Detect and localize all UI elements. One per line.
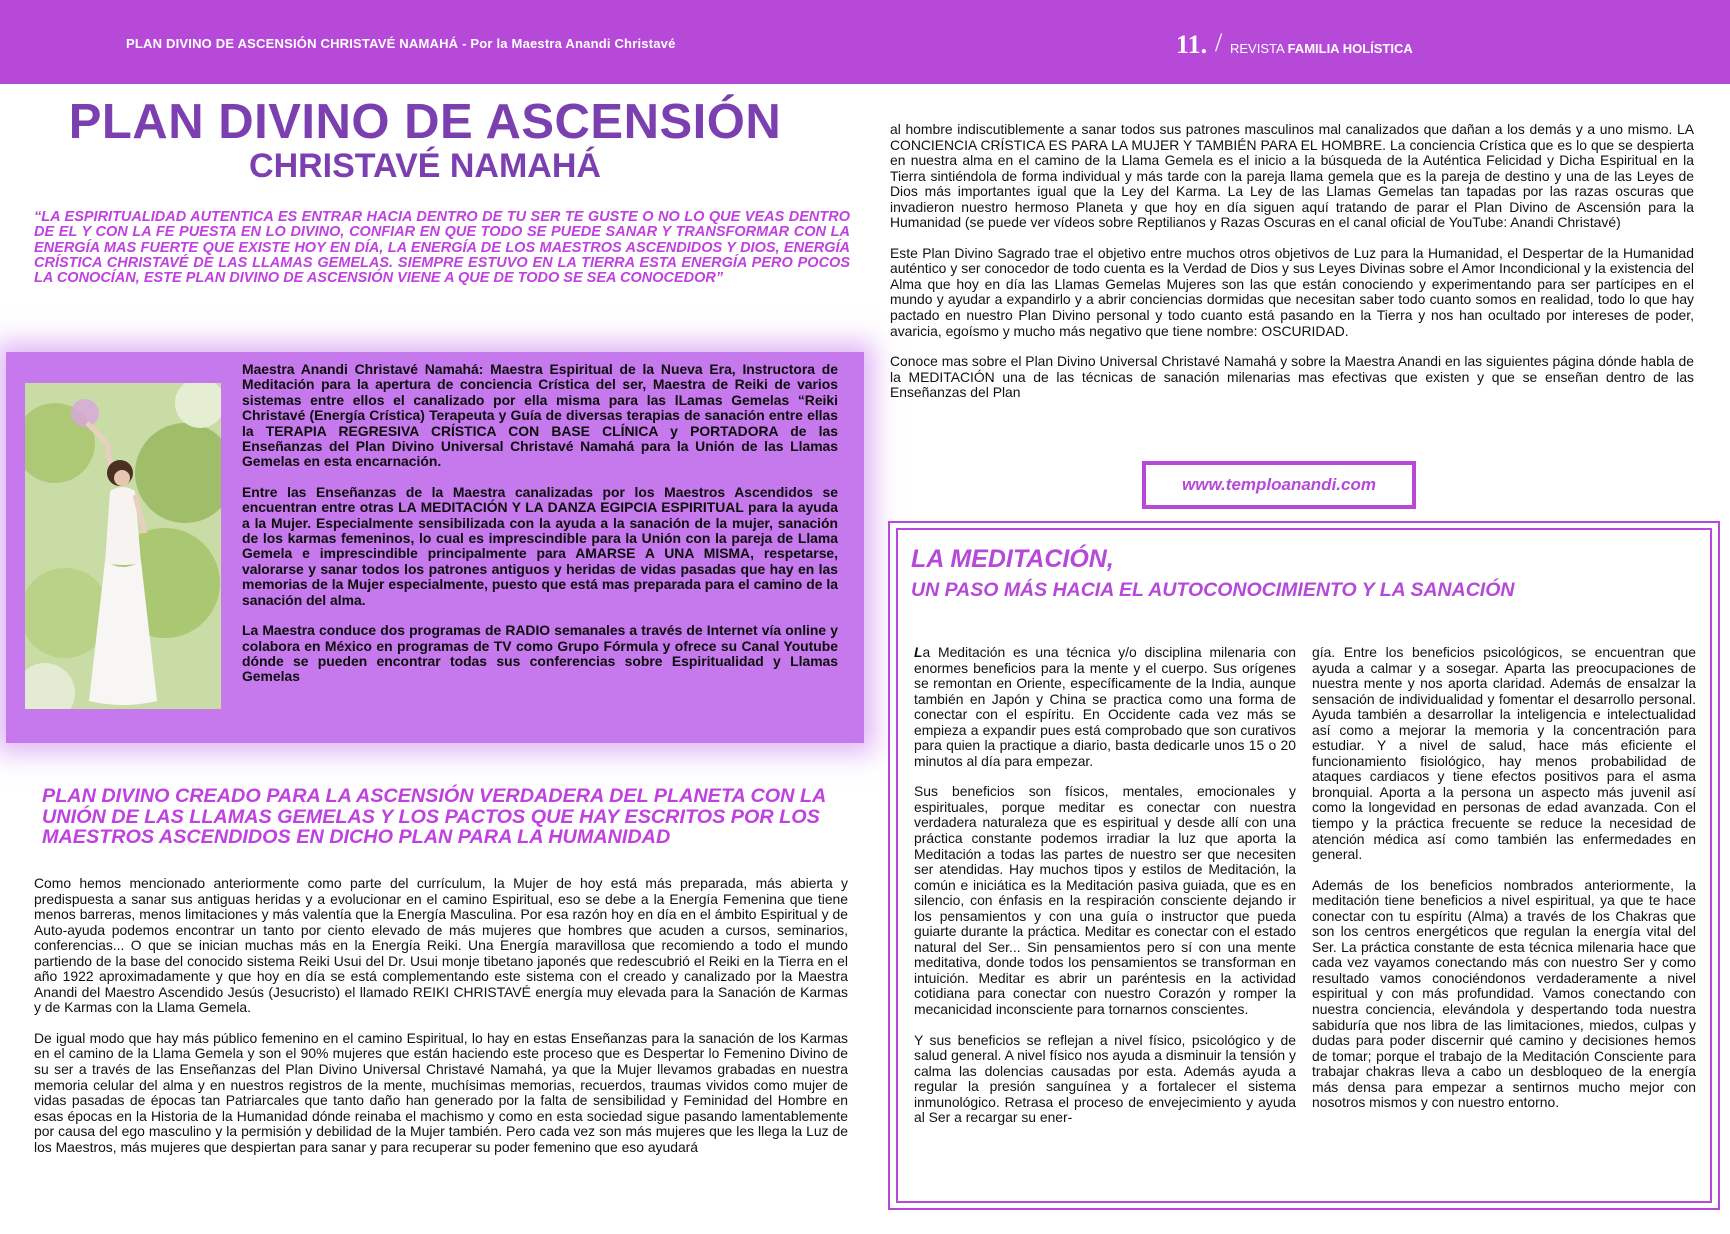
bio-paragraph: Maestra Anandi Christavé Namahá: Maestra Espiritual de la Nueva Era, Instructora de Meditación para la apertura de conciencia Crística del ser, Maestra de Reiki de varios sistemas entre ellos el canalizado por ella misma para las lLamas Gemelas “Reiki Christavé (Energía Crística) Terapeuta y Guía de diversas terapias de sanación entre ellas la TERAPIA REGRESIVA CRÍSTICA CON BASE CLÍNICA y PORTADORA de las Enseñanzas del Plan Divino Universal Christavé Namahá para la Unión de las Llamas Gemelas en esta encarnación. <box>242 361 838 470</box>
magazine-title: FAMILIA HOLÍSTICA <box>1287 41 1413 56</box>
author-photo <box>25 383 221 709</box>
running-header-title: PLAN DIVINO DE ASCENSIÓN CHRISTAVÉ NAMAHÁ - Por la Maestra Anandi Christavé <box>126 36 676 51</box>
meditation-subtitle <box>911 578 1514 602</box>
meditation-title-text: LA MEDITACIÓN, <box>911 545 1114 573</box>
meditation-subtitle-text: UN PASO MÁS HACIA EL AUTOCONOCIMIENTO Y LA SANACIÓN <box>911 579 1515 601</box>
drop-cap: L <box>914 644 923 660</box>
meditation-paragraph: Además de los beneficios nombrados anteriormente, la meditación tiene beneficios a nivel espiritual, ya que te hace conectar con tu espíritu (Alma) a través de los Chakras que son los centros energéticos que regulan la energía vital del Ser. La práctica constante de esta técnica milenaria hace que cada vez vayamos conectando más con nuestro Ser y como resultado vamos conociéndonos verdaderamente a nivel espiritual y con más profundidad. Vamos conectando con nuestra conciencia, elevándola y despertando toda nuestra sabiduría que nos libra de las limitaciones, miedos, culpas y dudas para poder discernir qué camino y decisiones hemos de tomar; porque el trabajo de la Meditación Consciente para trabajar chakras lleva a cabo un desbloqueo de la energía más densa para empezar a sentirnos mucho mejor con nosotros mismos y con nuestro entorno. <box>1312 876 1696 1111</box>
website-link[interactable]: www.temploanandi.com <box>1142 461 1416 509</box>
article-quote: “LA ESPIRITUALIDAD AUTENTICA ES ENTRAR HACIA DENTRO DE TU SER TE GUSTE O NO LO QUE VEAS DENTRO DE EL Y CON LA FE PUESTA EN LO DIVINO, CONFIAR EN QUE TODO SE PUEDE SANAR Y TRANSFORMAR CON LA ENERGÍA MAS FUERTE QUE EXISTE HOY EN DÍA, LA ENERGÍA DE LOS MAESTROS ASCENDIDOS Y DIOS, ENERGÍA CRÍSTICA CHRISTAVÉ DE LAS LLAMAS GEMELAS. SIEMPRE ESTUVO EN LA TIERRA ESTA ENERGÍA PERO POCOS LA CONOCÍAN, ESTE PLAN DIVINO DE ASCENSIÓN VIENE A QUE DE TODO SE SEA CONOCEDOR” <box>34 209 850 287</box>
header-bar <box>0 0 1730 84</box>
page-number: 11. <box>1176 30 1208 59</box>
left-body-text <box>34 876 848 1170</box>
body-paragraph: Conoce mas sobre el Plan Divino Universal Christavé Namahá y sobre la Maestra Anandi en las siguientes página dónde habla de la MEDITACIÓN una de las técnicas de sanación milenarias mas efectivas que existen y que se enseñan dentro de las Enseñanzas del Plan <box>890 353 1694 401</box>
body-paragraph: al hombre indiscutiblemente a sanar todos sus patrones masculinos mal canalizados que dañan a los demás y a uno mismo. LA CONCIENCIA CRÍSTICA ES PARA LA MUJER Y TAMBIÉN PARA EL HOMBRE. La conciencia Crística que es lo que se despierta en nuestra alma en el camino de la Llama Gemela es el inicio a la búsqueda de la Auténtica Felicidad y Dicha Espiritual en la Tierra sintiéndola de forma individual y más tarde con la pareja llama gemela que es la pareja de destino y una de las Leyes de Dios más importantes igual que la Ley del Karma. La Ley de las Llamas Gemelas tan tapadas por las razas oscuras que invadieron nuestro hermoso Planeta y que hoy en día siguen aquí tratando de parar el Plan Divino de Ascensión para la Humanidad (se puede ver vídeos sobre Reptilianos y Razas Oscuras en el canal oficial de YouTube: Anandi Christavé) <box>890 121 1694 231</box>
article-title: PLAN DIVINO DE ASCENSIÓN <box>68 95 782 149</box>
body-paragraph: Este Plan Divino Sagrado trae el objetivo entre muchos otros objetivos de Luz para la Humanidad, el Despertar de la Humanidad auténtico y ser conocedor de todo cuenta es la Verdad de Dios y sus Leyes Divinas sobre el Amor Incondicional y la existencia del Alma que hoy en día las Llamas Gemelas Mujeres son las que están conociendo y experimentando para ser partícipes en el mundo y ayudar a expandirlo y a abrir conciencias dormidas que necesitan saber todo cuanto somos en realidad, todo lo que hay pactado en nuestro Plan Divino personal y todo cuanto está pasando en la Tierra y nos han ocultado por intereses de poder, avaricia, egoísmo y mucho más negativo que tiene nombre: OSCURIDAD. <box>890 244 1694 339</box>
body-paragraph: Como hemos mencionado anteriormente como parte del currículum, la Mujer de hoy está más preparada, más abierta y predispuesta a sanar sus antiguas heridas y a evolucionar en el camino Espiritual, eso se debe a la Energía Femenina que tiene menos barreras, menos limitaciones y más valentía que la Energía Masculina. Por esa razón hoy en día en el ámbito Espiritual y de Auto-ayuda podemos encontrar un tanto por ciento elevado de más mujeres que hombres que acuden a cursos, seminarios, conferencias... O que se inician muchas más en la Energía Reiki. Una Energía maravillosa que recomiendo a todo el mundo partiendo de la base del conocido sistema Reiki Usui del Dr. Usui monje tibetano japonés que redescubrió el Reiki en la Tierra en el año 1922 aproximadamente y que hoy en día se está complementando este sistema con el creado y canalizado por la Maestra Anandi del Maestro Ascendido Jesús (Jesucristo) el llamado REIKI CHRISTAVÉ energía muy elevada para la Sanación de Karmas y de Karmas con la Llama Gemela. <box>34 875 848 1016</box>
bio-paragraph: La Maestra conduce dos programas de RADIO semanales a través de Internet vía online y colabora en México en programas de TV como Grupo Fórmula y ofrece su Canal Youtube dónde se pueden encontrar todas sus conferencias sobre Espiritualidad y Llamas Gemelas <box>242 622 838 685</box>
meditation-column-1 <box>914 645 1296 1141</box>
meditation-paragraph: Sus beneficios son físicos, mentales, emocionales y espirituales, porque meditar es conectar con nuestra verdadera naturaleza que es espiritual y desde allí con una práctica constante podemos irradiar la luz que aporta la Meditación a todas las partes de nuestro ser que necesiten ser atendidas. Hay muchos tipos y estilos de Meditación, la común e iniciática es la Meditación pasiva guiada, que es en silencio, con énfasis en la respiración consciente dejando ir los pensamientos y con una guía o instructor que pueda guiarte durante la práctica. Meditar es conectar con el estado natural del Ser... Sin pensamientos pero sí con una mente meditativa, donde todos los pensamientos se transforman en intuición. Meditar es abrir un paréntesis en la actividad cotidiana para conectar con nuestro Corazón y romper la mecanicidad inconsciente para tornarnos conscientes. <box>914 783 1296 1018</box>
right-body-text <box>890 122 1694 416</box>
section-heading: PLAN DIVINO CREADO PARA LA ASCENSIÓN VERDADERA DEL PLANETA CON LA UNIÓN DE LAS LLAMAS GEMELAS Y LOS PACTOS QUE HAY ESCRITOS POR LOS MAESTROS ASCENDIDOS EN DICHO PLAN PARA LA HUMANIDAD <box>42 785 826 848</box>
meditation-paragraph-text: a Meditación es una técnica y/o disciplina milenaria con enormes beneficios para la mente y el cuerpo. Sus orígenes se remontan en Oriente, específicamente de la India, aunque también en Japón y China se practica como una forma de conectar con el espíritu. En Occidente cada vez más se empieza a expandir pues está comprobado que son curativos para quien la practique a diario, basta dedicarle unos 15 o 20 minutos al día para empezar. <box>914 644 1296 769</box>
article-subtitle: CHRISTAVÉ NAMAHÁ <box>249 147 601 185</box>
magazine-prefix: REVISTA <box>1230 41 1284 56</box>
meditation-title <box>911 544 1114 574</box>
body-paragraph: De igual modo que hay más público femenino en el camino Espiritual, lo hay en estas Enseñanzas para la sanación de los Karmas en el camino de la Llama Gemela y son el 90% mujeres que están haciendo este proceso que es Despertar lo Femenino Divino de su ser a través de las Enseñanzas del Plan Divino Universal Christavé Namahá, ya que la Mujer llevamos grabadas en nuestra memoria celular del alma y en nuestros registros de la mente, muchísimas memorias, recuerdos, traumas vividos como mujer de vidas pasadas de épocas tan Patriarcales que tanto daño han generado por la falta de sensibilidad y Feminidad del Hombre en esas épocas en la Historia de la Humanidad dónde reinaba el machismo y como en esta sociedad sigue pasando lamentablemente por causa del ego masculino y la permisión y debilidad de la Mujer también. Pero cada vez son más mujeres que les llega la Luz de los Maestros, más mujeres que despiertan para sanar y para recuperar su poder femenino que eso ayudará <box>34 1029 848 1155</box>
meditation-column-2 <box>1312 645 1696 1126</box>
meditation-paragraph: Y sus beneficios se reflejan a nivel físico, psicológico y de salud general. A nivel físico nos ayuda a disminuir la tensión y calma las dolencias causadas por esta. Además ayuda a regular la presión sanguínea y a fortalecer el sistema inmunológico. Retrasa el proceso de envejecimiento y ayuda al Ser a recargar su ener- <box>914 1031 1296 1126</box>
meditation-paragraph <box>914 645 1296 769</box>
magazine-name <box>1230 41 1413 56</box>
meditation-paragraph: gía. Entre los beneficios psicológicos, se encuentran que ayuda a calmar y a sosegar. Aparta las preocupaciones de nuestra mente y nos aporta claridad. Además de ensalzar la sensación de individualidad y fomentar el desarrollo personal. Ayuda también a desarrollar la inteligencia e intelectualidad así como a mejorar la memoria y la concentración para estudiar. Y a nivel de salud, hace más eficiente el funcionamiento fisiológico, hay menos probabilidad de ataques cardiacos y tiene efectos positivos para el asma bronquial. Aporta a la persona un aspecto más juvenil así como la longevidad en personas de edad avanzada. Con el tiempo y la práctica frecuente se reduce la necesidad de atención médica así como también las enfermedades en general. <box>1312 644 1696 863</box>
bio-text <box>242 362 838 700</box>
bio-paragraph: Entre las Enseñanzas de la Maestra canalizadas por los Maestros Ascendidos se encuentran entre otras LA MEDITACIÓN Y LA DANZA EGIPCIA ESPIRITUAL para la ayuda a la Mujer. Especialmente sensibilizada con la ayuda a la sanación de la mujer, sanación de los karmas femeninos, lo cual es imprescindible para la Unión con la pareja de Llama Gemela e imprescindible principalmente para AMARSE A UNA MISMA, respetarse, valorarse y sanar todos los patrones antiguos y heridas de vidas pasadas que hay en las memorias de la Mujer especialmente, puesto que está mas preparada para el camino de la sanación del alma. <box>242 483 838 608</box>
photo-illustration <box>25 383 221 709</box>
header-slash: / <box>1215 28 1223 57</box>
